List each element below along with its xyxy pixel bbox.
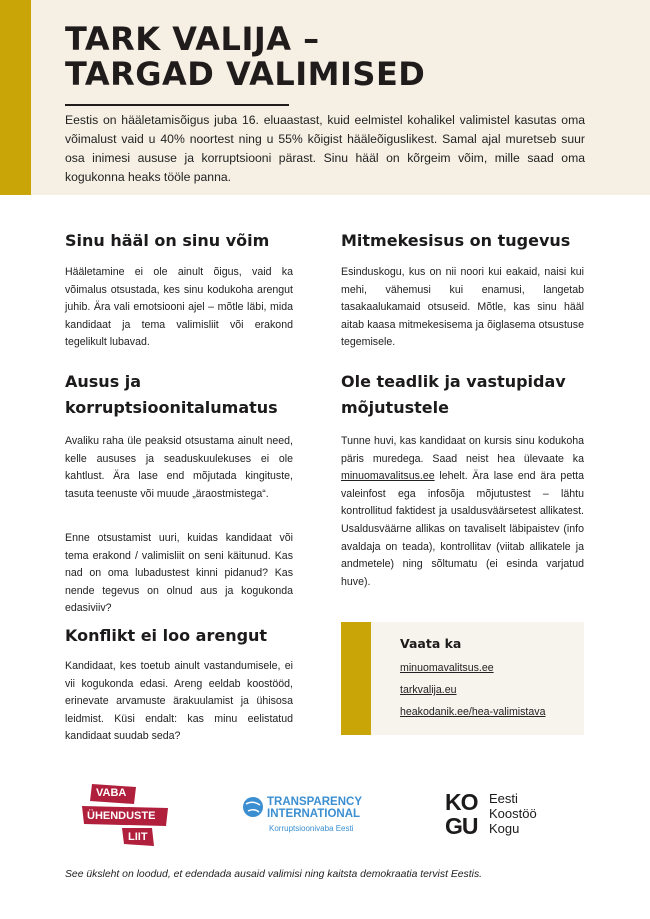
header [0, 0, 650, 195]
text: lehelt. Ära lase end ära petta valeinfost ega infosõja mõjutustest – lähtu kontrollitud faktidest ja usaldusväärsetest allikatest. Usaldusväärne allikas on tavaliselt läbipaistev (info avaldaja on teada), kontrollitav (viitab allikatele ja andmetele) ning sõltumatu (ei esinda varjatud huve). [341, 470, 584, 588]
heading-line: Ole teadlik ja vastupidav [341, 372, 566, 391]
footer-note: See üksleht on loodud, et edendada ausaid valimisi ning kaitsta demokraatia tervist Eestis. [65, 869, 483, 880]
section-heading [341, 369, 566, 421]
logo-line: Kogu [489, 821, 520, 836]
kogu-logo [440, 790, 570, 840]
heading-line: korruptsioonitalumatus [65, 398, 278, 417]
section-text: Kandidaat, kes toetub ainult vastandumisele, ei vii kogukonda edasi. Areng eeldab koostööd, erinevate arvamuste ärakuulamist ja ühisosa leidmist. Küsi endalt: kas minu eelistatud kandidaat suudab seda? [65, 660, 293, 743]
title-line: TARK VALIJA – [65, 20, 320, 58]
logo-line: INTERNATIONAL [267, 808, 361, 820]
heading-line: Ausus ja [65, 372, 142, 391]
logo-text: ÜHENDUSTE [87, 810, 156, 822]
heading-line: mõjutustele [341, 398, 449, 417]
logo-line: TRANSPARENCY [267, 796, 362, 808]
link-minuomavalitsus[interactable]: minuomavalitsus.ee [400, 662, 494, 674]
logo-text: VABA [96, 787, 127, 799]
logo-subtitle: Korruptsioonivaba Eesti [269, 824, 354, 833]
logo-line: Koostöö [489, 806, 537, 821]
kogu-mark [445, 790, 478, 838]
section-text: Esinduskogu, kus on nii noori kui eakaid, naisi kui mehi, vähemusi kui enamusi, langetab tasakaalukamaid otsuseid. Mõtle, kas sinu hääl aitab kaasa mitmekesisema ja õiglasema otsustuse tegemisele. [341, 266, 584, 349]
section-text: Enne otsustamist uuri, kuidas kandidaat või tema erakond / valimisliit on seni käitunud. Kas nad on oma lubadustest kinni pidanud? Kas nende tegevus on olnud aus ja kogukonda edasiviiv? [65, 532, 293, 615]
minuomavalitsus-link[interactable]: minuomavalitsus.ee [341, 470, 435, 483]
section-text: Avaliku raha üle peaksid otsustama ainult need, kelle aususes ja seaduskuulekuses ei ole kahtlust. Ära lase end mõjutada kingituste, tasuta teenuste või muude „äraostmistega“. [65, 435, 293, 500]
link-tarkvalija[interactable]: tarkvalija.eu [400, 684, 457, 696]
logo-text [267, 796, 362, 820]
accent-bar [341, 622, 371, 735]
accent-bar [0, 0, 31, 195]
see-also-heading: Vaata ka [400, 636, 462, 651]
see-also-box [341, 622, 584, 735]
text: Tunne huvi, kas kandidaat on kursis sinu kodukoha päris muredega. Saad neist hea ülevaate ka [341, 435, 584, 465]
intro-text: Eestis on hääletamisõigus juba 16. eluaastast, kuid eelmistel kohalikel valimistel kasutas oma võimalust vaid u 40% noortest ning u 55% kõigist hääleõiguslikest. Samal ajal muretseb suur osa inimesi aususe ja korruptsiooni pärast. Sinu hääl on kõrgeim võim, mille saad oma kogukonna heaks tööle panna. [65, 113, 585, 184]
section-text: Hääletamine ei ole ainult õigus, vaid ka võimalus otsustada, kes sinu kodukoha arengut juhib. Ära vali emotsiooni ajel – mõtle läbi, mida kandidaat ja tema valimisliit või erakond tegelikult lubavad. [65, 266, 293, 349]
transparency-international-logo [242, 795, 382, 839]
divider [65, 104, 289, 106]
page-title [65, 22, 425, 92]
title-line: TARGAD VALIMISED [65, 55, 426, 93]
vaba-uhenduste-liit-logo [82, 784, 172, 848]
logo-line: KO [445, 789, 478, 815]
logo-text: LIIT [128, 831, 148, 843]
logo-line: Eesti [489, 791, 518, 806]
section-heading: Konflikt ei loo arengut [65, 626, 268, 645]
logo-line: GU [445, 813, 478, 839]
section-heading: Mitmekesisus on tugevus [341, 231, 571, 250]
logo-text [489, 791, 537, 836]
section-heading [65, 369, 278, 421]
link-heakodanik[interactable]: heakodanik.ee/hea-valimistava [400, 706, 546, 718]
globe-icon [242, 796, 264, 818]
section-heading: Sinu hääl on sinu võim [65, 231, 270, 250]
section-text [341, 433, 584, 591]
